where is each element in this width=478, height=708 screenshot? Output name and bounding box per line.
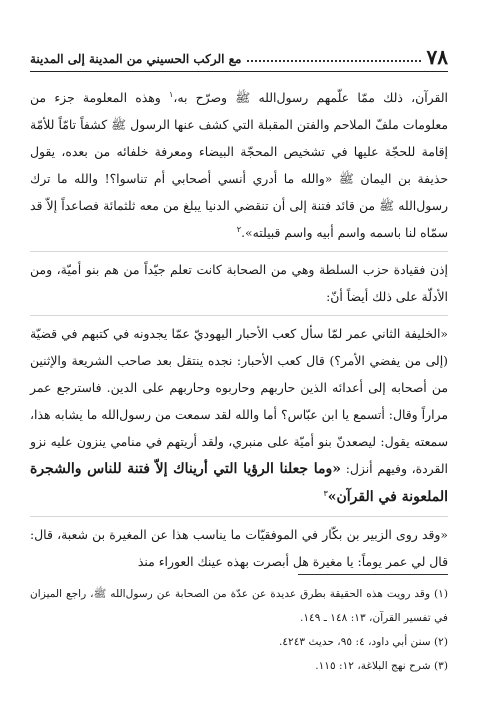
quran-verse: «وما جعلنا الرؤيا التي أريناك إلاّ فتنة للناس والشجرة الملعونة في القرآن» <box>30 461 448 505</box>
paragraph-2: إذن فقيادة حزب السلطة وهي من الصحابة كانت تعلم جيّداً من هم بنو أميّة، ومن الأدلّة على ذلك أيضاً أنّ: <box>30 251 448 310</box>
page-number: ٧٨ <box>426 45 448 69</box>
header-rule <box>30 71 448 72</box>
paragraph-3 <box>30 315 448 511</box>
header-dot-leader <box>247 50 420 62</box>
page-body <box>30 84 448 580</box>
footnotes <box>30 582 448 678</box>
paragraph-1-text: القرآن، ذلك ممّا علّمهم رسول‌الله ﷺ وصرّح به، <box>173 90 448 105</box>
paragraph-3-text: «الخليفة الثاني عمر لمّا سأل كعب الأحبار اليهوديّ عمّا يجدونه في كتبهم في قضيّة (إلى من يفضي الأمر؟) قال كعب الأحبار: نجده ينتقل بعد صاحب الشريعة والإثنين من أصحابه إلى أعدائه الذين حاربهم وحاربوه وحاربهم على الدين. فاسترجع عمر مراراً وقال: أتسمع يا ابن عبّاس؟ أما والله لقد سمعت من رسول‌الله ما يشابه هذا، سمعته يقول: ليصعدنّ بنو أميّة على منبري، ولقد أريتهم في منامي ينزون عليه نزو القردة، وفيهم أنزل: <box>30 326 449 476</box>
footnote-ref-1: ١ <box>169 89 174 99</box>
footnote-1: (١) وقد رويت هذه الحقيقة بطرق عديدة عن عدّة من الصحابة عن رسول‌الله ﷺ، راجع الميزان في تفسير القرآن، ١٣: ١٤٨ ـ ١٤٩. <box>30 588 448 624</box>
paragraph-1-continuation: وهذه المعلومة جزء من معلومات ملفّ الملاحم والفتن المقبلة التي كشف عنها الرسول ﷺ كشفاً تامّاً للأمّة إقامة للحجّة عليها في تشخيص المحجّة البيضاء ومعرفة خلفائه من بعده، يقول حذيفة بن اليمان ﷺ «والله ما أدري أنسي أصحابي أم تناسوا؟! والله ما ترك رسول‌الله ﷺ من قائد فتنة إلى أن تنقضي الدنيا يبلغ من معه ثلثمائة فصاعداً إلاّ قد سمّاه لنا باسمه واسم أبيه واسم قبيلته». <box>30 90 448 240</box>
footnote-3: (٣) شرح نهج البلاغة، ١٢: ١١٥. <box>315 660 448 672</box>
footnote-ref-3: ٣ <box>323 488 328 498</box>
running-title: مع الركب الحسيني من المدينة إلى المدينة <box>30 52 242 66</box>
paragraph-1 <box>30 84 448 246</box>
footnote-2: (٢) سنن أبي داود، ٤: ٩٥، حديث ٤٢٤٣. <box>278 636 448 648</box>
footnote-ref-2: ٢ <box>236 224 242 234</box>
paragraph-4: «وقد روى الزبير بن بكّار في الموفقيّات ما يناسب هذا عن المغيرة بن شعبة، قال: قال لي عمر يوماً: يا مغيرة هل أبصرت بهذه عينك العوراء منذ <box>30 516 448 575</box>
footnote-rule <box>298 574 448 575</box>
page-header <box>30 38 448 68</box>
